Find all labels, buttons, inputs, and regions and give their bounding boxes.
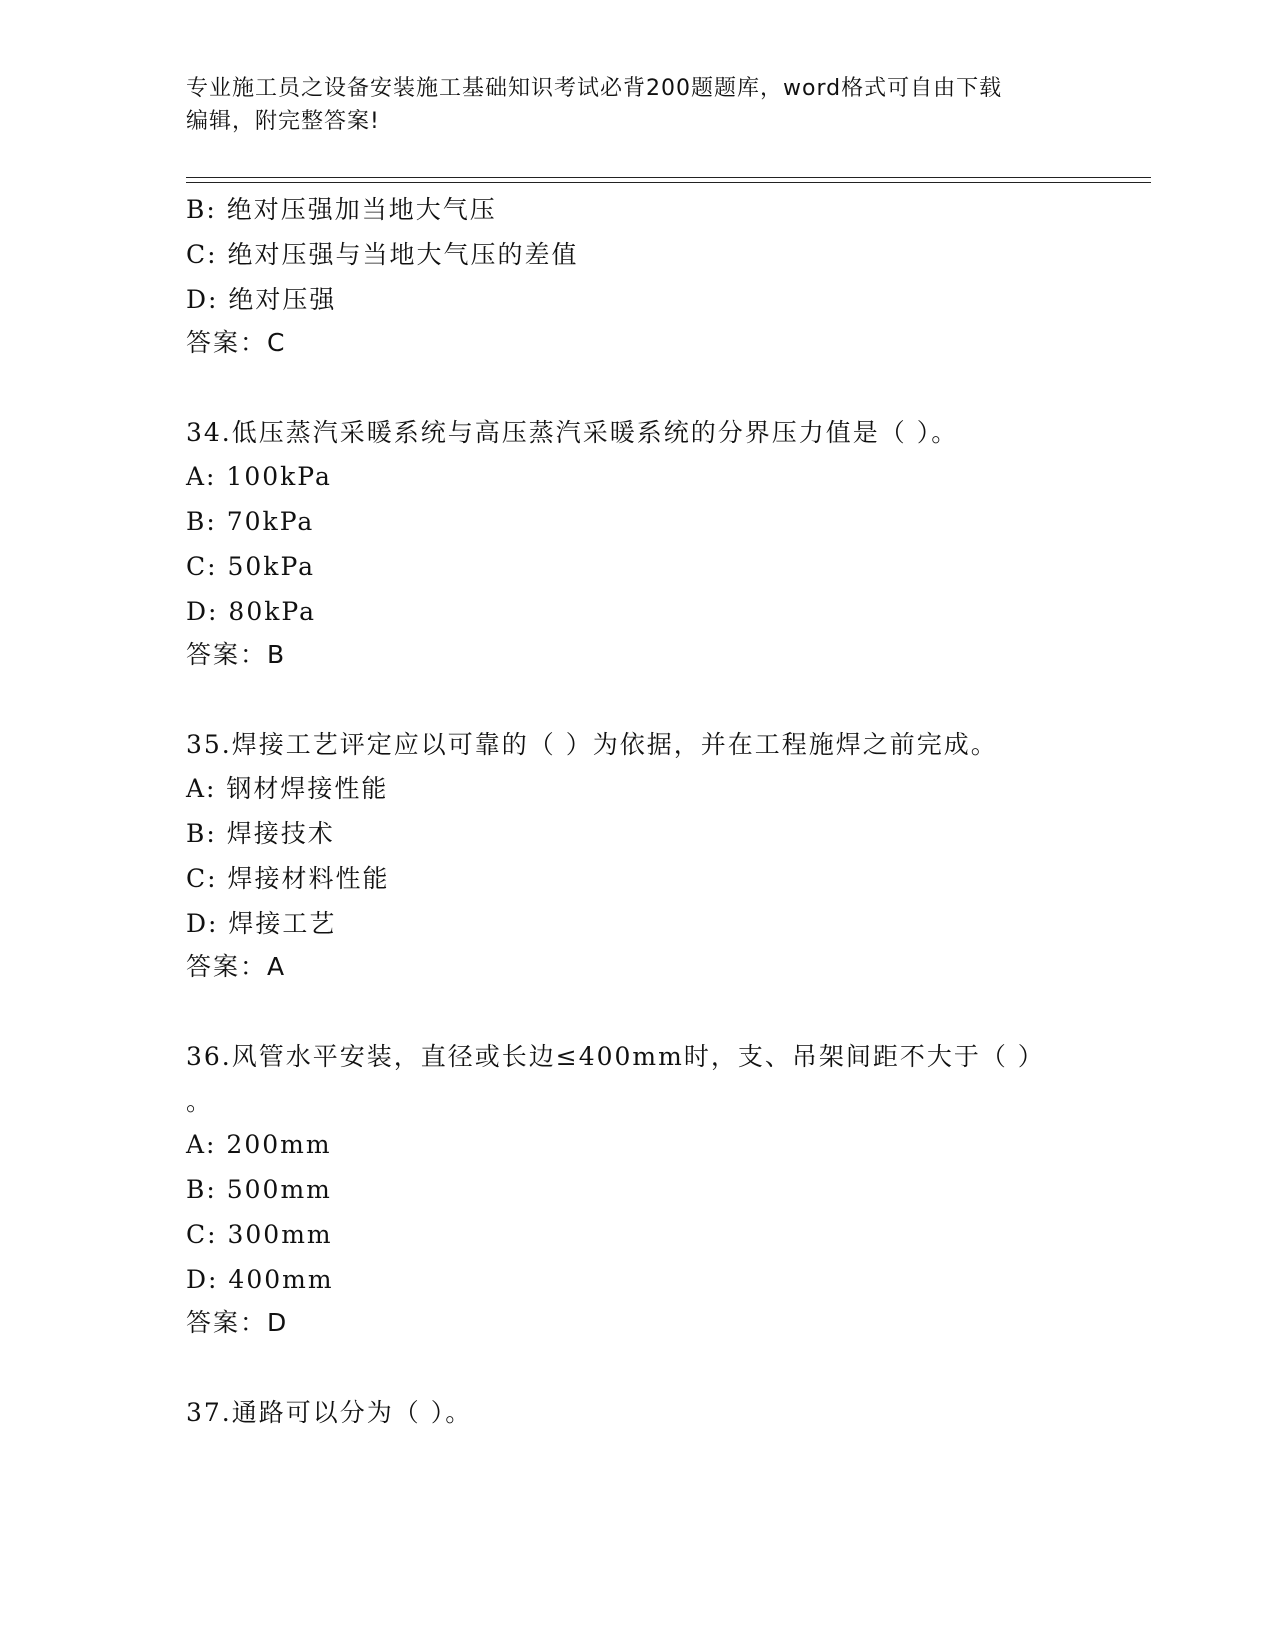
- q36-option-b: B: 500mm: [186, 1175, 332, 1204]
- q34-option-a: A: 100kPa: [186, 462, 332, 491]
- header-divider-bottom: [186, 182, 1151, 183]
- q35-option-d: D: 焊接工艺: [186, 909, 337, 938]
- question-36: 36.风管水平安装，直径或长边≤400mm时，支、吊架间距不大于（ ）: [186, 1042, 1045, 1071]
- q36-answer: 答案：D: [186, 1308, 289, 1337]
- header-divider-top: [186, 177, 1151, 178]
- question-37: 37.通路可以分为（ ）。: [186, 1398, 473, 1427]
- q34-answer: 答案：B: [186, 640, 287, 669]
- option-c: C: 绝对压强与当地大气压的差值: [186, 240, 579, 269]
- q34-option-d: D: 80kPa: [186, 597, 316, 626]
- document-header: [186, 72, 1066, 138]
- option-d: D: 绝对压强: [186, 285, 337, 314]
- q35-option-a: A: 钢材焊接性能: [186, 774, 389, 803]
- header-line-2: 编辑，附完整答案!: [186, 109, 380, 134]
- option-b: B: 绝对压强加当地大气压: [186, 195, 497, 224]
- question-36-continuation: 。: [186, 1087, 214, 1116]
- question-34: 34.低压蒸汽采暖系统与高压蒸汽采暖系统的分界压力值是（ ）。: [186, 418, 959, 447]
- question-35: 35.焊接工艺评定应以可靠的（ ）为依据，并在工程施焊之前完成。: [186, 730, 998, 759]
- q36-option-d: D: 400mm: [186, 1265, 334, 1294]
- q34-option-b: B: 70kPa: [186, 507, 315, 536]
- q36-option-c: C: 300mm: [186, 1220, 333, 1249]
- header-line-1: 专业施工员之设备安装施工基础知识考试必背200题题库，word格式可自由下载: [186, 76, 1003, 101]
- q35-option-b: B: 焊接技术: [186, 819, 335, 848]
- q36-option-a: A: 200mm: [186, 1130, 332, 1159]
- q35-option-c: C: 焊接材料性能: [186, 864, 390, 893]
- q35-answer: 答案：A: [186, 952, 287, 981]
- answer: 答案：C: [186, 328, 287, 357]
- q34-option-c: C: 50kPa: [186, 552, 316, 581]
